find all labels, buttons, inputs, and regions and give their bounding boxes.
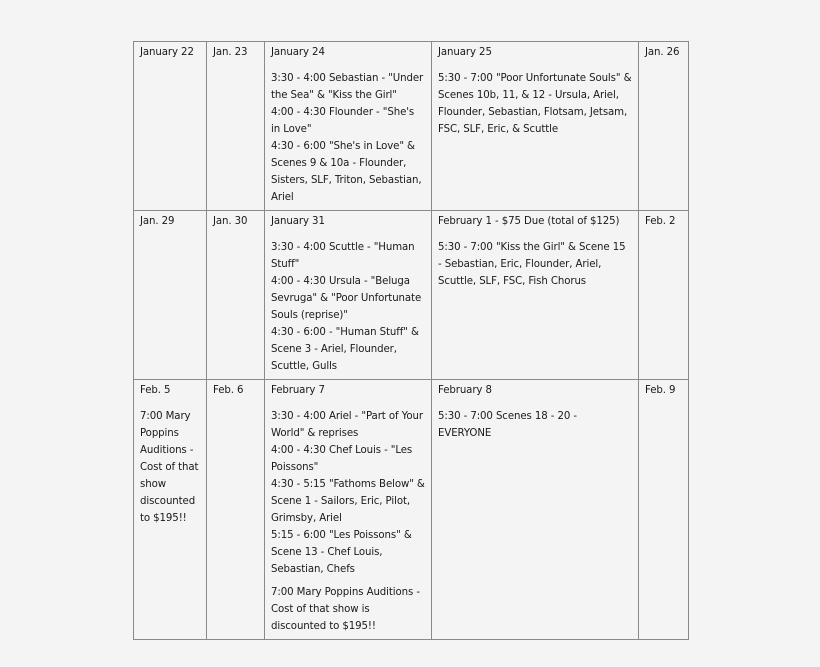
rehearsal-entry: 3:30 - 4:00 Sebastian - "Under the Sea" & "Kiss the Girl" xyxy=(271,73,424,101)
rehearsal-entry: 4:30 - 6:00 - "Human Stuff" & Scene 3 - Ariel, Flounder, Scuttle, Gulls xyxy=(271,327,419,372)
day-cell xyxy=(207,42,265,211)
day-cell xyxy=(207,211,265,380)
day-date: January 22 xyxy=(140,47,194,58)
day-date: Feb. 9 xyxy=(645,385,676,396)
day-date: February 8 xyxy=(438,385,492,396)
day-cell xyxy=(432,380,639,640)
day-cell xyxy=(265,42,432,211)
rehearsal-entry: 5:30 - 7:00 Scenes 18 - 20 - EVERYONE xyxy=(438,411,577,439)
rehearsal-schedule-table xyxy=(133,41,689,640)
day-date: Feb. 6 xyxy=(213,385,244,396)
table-row-week-2 xyxy=(134,211,689,380)
day-cell xyxy=(134,211,207,380)
day-cell xyxy=(207,380,265,640)
rehearsal-entry: 5:30 - 7:00 "Kiss the Girl" & Scene 15 - Sebastian, Eric, Flounder, Ariel, Scuttle, SLF, FSC, Fish Chorus xyxy=(438,242,626,287)
table-row-week-1 xyxy=(134,42,689,211)
day-date: January 25 xyxy=(438,47,492,58)
day-date: Jan. 26 xyxy=(645,47,680,58)
day-cell xyxy=(265,211,432,380)
day-date: February 1 - $75 Due (total of $125) xyxy=(438,216,620,227)
day-date: January 31 xyxy=(271,216,325,227)
day-cell xyxy=(639,42,689,211)
rehearsal-entry: 4:30 - 5:15 "Fathoms Below" & Scene 1 - Sailors, Eric, Pilot, Grimsby, Ariel xyxy=(271,479,425,524)
rehearsal-entry: 3:30 - 4:00 Scuttle - "Human Stuff" xyxy=(271,242,415,270)
day-date: Feb. 2 xyxy=(645,216,676,227)
day-date: Jan. 23 xyxy=(213,47,248,58)
day-date: Jan. 29 xyxy=(140,216,175,227)
day-cell xyxy=(639,211,689,380)
rehearsal-entry: 5:15 - 6:00 "Les Poissons" & Scene 13 - Chef Louis, Sebastian, Chefs xyxy=(271,530,412,575)
day-date: February 7 xyxy=(271,385,325,396)
day-cell xyxy=(639,380,689,640)
rehearsal-entry: 4:00 - 4:30 Chef Louis - "Les Poissons" xyxy=(271,445,413,473)
rehearsal-entry: 4:00 - 4:30 Ursula - "Beluga Sevruga" & "Poor Unfortunate Souls (reprise)" xyxy=(271,276,422,321)
rehearsal-entry: 4:30 - 6:00 "She's in Love" & Scenes 9 & 10a - Flounder, Sisters, SLF, Triton, Sebastian, Ariel xyxy=(271,141,422,203)
day-date: Feb. 5 xyxy=(140,385,171,396)
day-cell xyxy=(265,380,432,640)
rehearsal-entry: 5:30 - 7:00 "Poor Unfortunate Souls" & Scenes 10b, 11, & 12 - Ursula, Ariel, Flounder, Sebastian, Flotsam, Jetsam, FSC, SLF, Eric, & Scuttle xyxy=(438,73,632,135)
day-date: January 24 xyxy=(271,47,325,58)
day-cell xyxy=(432,42,639,211)
table-row-week-3 xyxy=(134,380,689,640)
day-cell xyxy=(432,211,639,380)
rehearsal-entry: 3:30 - 4:00 Ariel - "Part of Your World" & reprises xyxy=(271,411,423,439)
day-cell xyxy=(134,42,207,211)
rehearsal-entry: 7:00 Mary Poppins Auditions - Cost of that show discounted to $195!! xyxy=(140,411,199,524)
rehearsal-entry: 4:00 - 4:30 Flounder - "She's in Love" xyxy=(271,107,415,135)
audition-note: 7:00 Mary Poppins Auditions - Cost of that show is discounted to $195!! xyxy=(271,587,420,632)
day-date: Jan. 30 xyxy=(213,216,248,227)
day-cell xyxy=(134,380,207,640)
